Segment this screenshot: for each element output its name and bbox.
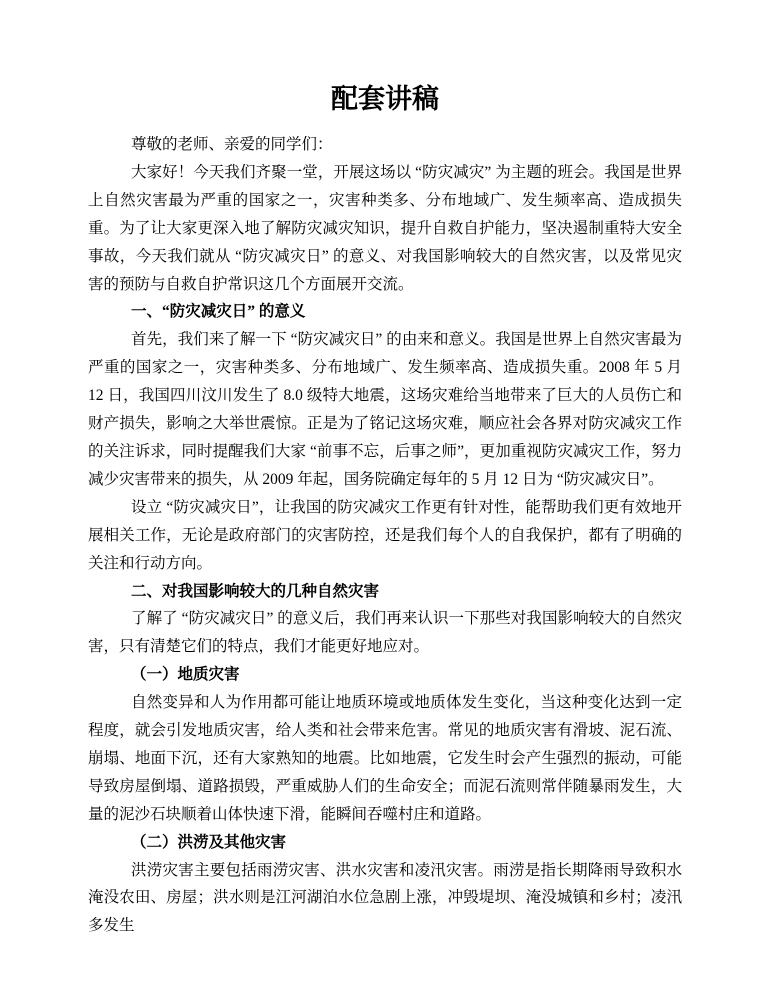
paragraph-transition: 了解了 “防灾减灾日” 的意义后，我们再来认识一下那些对我国影响较大的自然灾害，只有清楚它们的特点，我们才能更好地应对。 <box>88 610 682 656</box>
paragraph-flood-disasters: 洪涝灾害主要包括雨涝灾害、洪水灾害和凌汛灾害。雨涝是指长期降雨导致积水淹没农田、房屋；洪水则是江河湖泊水位急剧上涨，冲毁堤坝、淹没城镇和乡村；凌汛多发生 <box>88 861 682 935</box>
document-title: 配套讲稿 <box>331 84 439 114</box>
heading-subsection-flood: （二）洪涝及其他灾害 <box>131 833 287 851</box>
paragraph-salutation: 尊敬的老师、亲爱的同学们： <box>131 136 333 153</box>
heading-subsection-geological: （一）地质灾害 <box>131 666 240 684</box>
paragraph-origin-of-day: 首先，我们来了解一下 “防灾减灾日” 的由来和意义。我国是世界上自然灾害最为严重的国家之一，灾害种类多、分布地域广、发生频率高、造成损失重。2008 年 5 月 12 日，我国四川汶川发生了 8.0 级特大地震，这场灾难给当地带来了巨大的人员伤亡和财产损失，影响之大举世震惊。正是为了铭记这场灾难，顺应社会各界对防灾减灾工作的关注诉求，同时提醒我们大家 “前事不忘，后事之师”，更加重视防灾减灾工作，努力减少灾害带来的损失，从 2009 年起，国务院确定每年的 5 月 12 日为 “防灾减灾日”。 <box>88 331 682 488</box>
heading-section-1-meaning: 一、“防灾减灾日” 的意义 <box>131 303 306 321</box>
paragraph-geological-disasters: 自然变异和人为作用都可能让地质环境或地质体发生变化，当这种变化达到一定程度，就会引发地质灾害，给人类和社会带来危害。常见的地质灾害有滑坡、泥石流、崩塌、地面下沉，还有大家熟知的地震。比如地震，它发生时会产生强烈的振动，可能导致房屋倒塌、道路损毁，严重威胁人们的生命安全；而泥石流则常伴随暴雨发生，大量的泥沙石块顺着山体快速下滑，能瞬间吞噬村庄和道路。 <box>88 694 682 823</box>
paragraph-significance: 设立 “防灾减灾日”，让我国的防灾减灾工作更有针对性，能帮助我们更有效地开展相关工作，无论是政府部门的灾害防控，还是我们每个人的自我保护，都有了明确的关注和行动方向。 <box>88 498 682 572</box>
heading-section-2-disasters: 二、对我国影响较大的几种自然灾害 <box>131 582 380 600</box>
paragraph-opening: 大家好！今天我们齐聚一堂，开展这场以 “防灾减灾” 为主题的班会。我国是世界上自然灾害最为严重的国家之一，灾害种类多、分布地域广、发生频率高、造成损失重。为了让大家更深入地了解防灾减灾知识，提升自救自护能力，坚决遏制重特大安全事故，今天我们就从 “防灾减灾日” 的意义、对我国影响较大的自然灾害，以及常见灾害的预防与自救自护常识这几个方面展开交流。 <box>88 163 682 293</box>
